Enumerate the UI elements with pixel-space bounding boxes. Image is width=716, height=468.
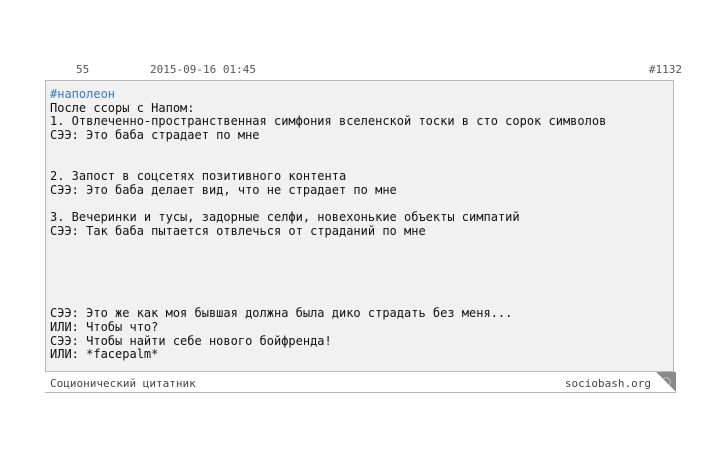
site-title[interactable]: Соционический цитатник: [50, 377, 196, 390]
quote-text: [50, 88, 606, 362]
quote-tag-link[interactable]: #наполеон: [50, 87, 116, 101]
quote-meta: [0, 62, 716, 78]
fold-corner-icon[interactable]: [656, 372, 676, 392]
quote-body: После ссоры с Напом: 1. Отвлеченно-пространственная симфония вселенской тоски в сто сорок символов СЭЭ: Это баба страдает по мне 2. Запост в соцсетях позитивного контента СЭЭ: Это баба делает вид, что не страдает по мне 3. Вечеринки и тусы, задорные селфи, новехонькие объекты симпатий СЭЭ: Так баба пытается отвлечься от страданий по мне СЭЭ: Это же как моя бывшая должна была дико страдать без меня... ИЛИ: Чтобы что? СЭЭ: Чтобы найти себе нового бойфренда! ИЛИ: *facepalm*: [50, 100, 607, 362]
quote-box: [45, 80, 674, 372]
quote-id-link[interactable]: #1132: [648, 63, 682, 76]
quote-rating[interactable]: 55: [76, 63, 90, 76]
quote-footer: [45, 372, 676, 393]
quote-date: 2015-09-16 01:45: [150, 63, 256, 76]
site-url-link[interactable]: sociobash.org: [564, 377, 651, 390]
